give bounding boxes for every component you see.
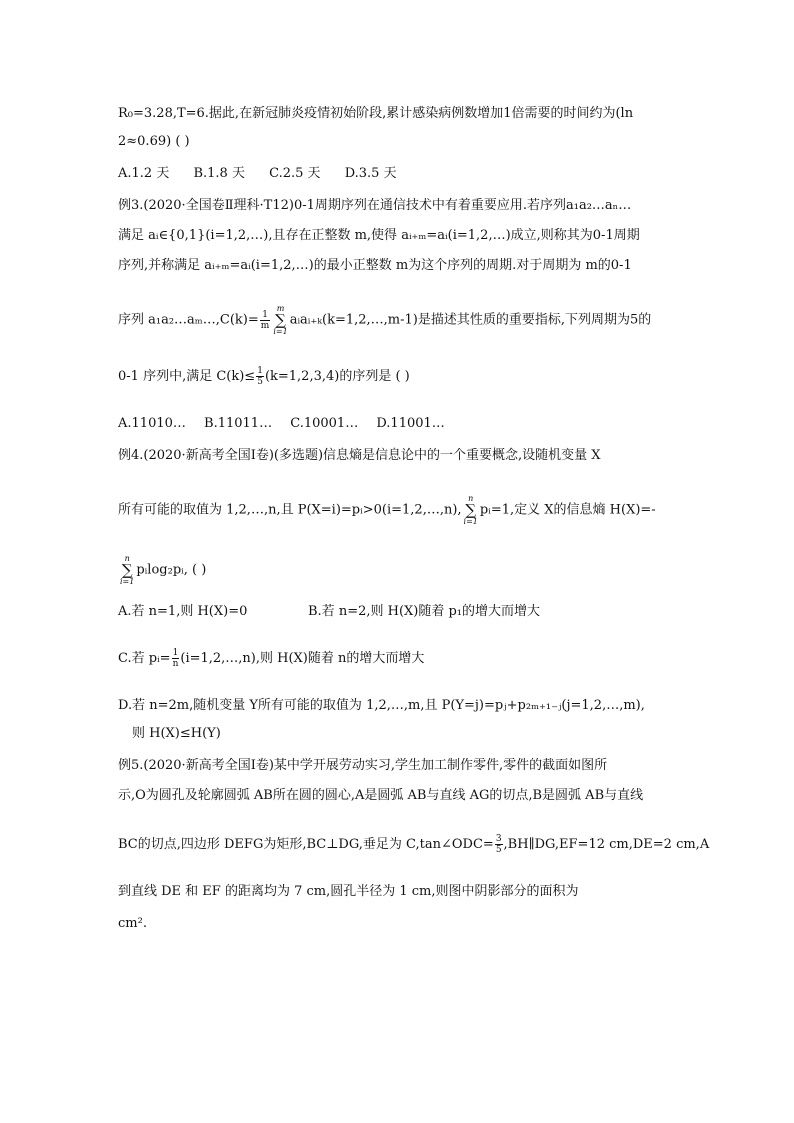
- ex2-option-d: D.3.5 天: [344, 166, 397, 181]
- sigma-icon: ∑: [121, 561, 133, 579]
- ex4-line-2: [118, 494, 678, 526]
- fraction-1-over-m: [260, 310, 271, 331]
- fraction-numerator: 3: [495, 834, 502, 844]
- ex4-option-c: [118, 648, 678, 669]
- ex4-option-b: B.若 n=2,则 H(X)随着 p₁的增大而增大: [308, 604, 541, 619]
- sigma-icon: ∑: [275, 311, 286, 329]
- ex5-line-1: 例5.(2020·新高考全国Ⅰ卷)某中学开展劳动实习,学生加工制作零件,零件的截面如图所: [118, 758, 608, 773]
- ex4-line-3: [118, 554, 678, 586]
- ex4-line-2-end: pᵢ=1,定义 X的信息熵 H(X)=-: [479, 502, 656, 518]
- ex5-line-3: [118, 834, 710, 855]
- ex2-option-b: B.1.8 天: [193, 166, 245, 181]
- ex3-line-5: [118, 366, 678, 387]
- fraction-denominator: m: [260, 320, 270, 331]
- fraction-numerator: 1: [260, 310, 271, 321]
- ex2-option-a: A.1.2 天: [118, 166, 170, 181]
- ex3-option-a: A.11010…: [118, 416, 186, 431]
- ex2-text-line-2: 2≈0.69) ( ): [118, 134, 190, 149]
- fraction-denominator: 5: [257, 377, 263, 387]
- fraction-numerator: 1: [172, 648, 179, 658]
- ex3-option-d: D.11001…: [376, 416, 445, 431]
- ex5-line-5: cm².: [118, 916, 147, 931]
- ex3-options: [118, 414, 678, 434]
- ex4-line-1: 例4.(2020·新高考全国Ⅰ卷)(多选题)信息熵是信息论中的一个重要概念,设随机变量 X: [118, 448, 601, 463]
- summation-n: [464, 494, 478, 526]
- ex3-line-4-end: aᵢaᵢ₊ₖ(k=1,2,…,m-1)是描述其性质的重要指标,下列周期为5的: [289, 312, 652, 328]
- sigma-icon: ∑: [465, 501, 477, 519]
- sum-lower: i=1: [120, 577, 135, 586]
- sum-upper: n: [468, 494, 474, 503]
- summation-m: [273, 304, 287, 336]
- ex4-option-d: D.若 n=2m,随机变量 Y所有可能的取值为 1,2,…,m,且 P(Y=j)=pⱼ+p₂ₘ₊₁₋ⱼ(j=1,2,…,m),: [118, 698, 645, 713]
- ex5-line-3-end: ,BH∥DG,EF=12 cm,DE=2 cm,A: [503, 837, 710, 852]
- ex3-line-3: 序列,并称满足 aᵢ₊ₘ=aᵢ(i=1,2,…)的最小正整数 m为这个序列的周期.对于周期为 m的0-1: [118, 258, 632, 273]
- ex4-option-a: A.若 n=1,则 H(X)=0: [118, 604, 248, 619]
- ex4-option-d-line-2: 则 H(X)≤H(Y): [132, 726, 221, 741]
- ex4-option-c-start: C.若 pᵢ=: [118, 651, 171, 666]
- ex2-text-line-1: R₀=3.28,T=6.据此,在新冠肺炎疫情初始阶段,累计感染病例数增加1倍需要的时间约为(ln: [118, 106, 634, 121]
- sum-lower: i=1: [463, 517, 478, 526]
- ex3-line-5-end: (k=1,2,3,4)的序列是 ( ): [264, 369, 410, 384]
- ex3-line-5-start: 0-1 序列中,满足 C(k)≤: [118, 369, 256, 384]
- ex2-options: [118, 164, 678, 184]
- ex4-options-ab: [118, 602, 678, 622]
- sum-upper: m: [276, 304, 285, 313]
- ex3-option-b: B.11011…: [204, 416, 273, 431]
- fraction-denominator: n: [172, 659, 179, 669]
- fraction-3-over-5: [495, 834, 503, 855]
- fraction-1-over-5: [256, 366, 264, 387]
- ex2-option-c: C.2.5 天: [269, 166, 321, 181]
- ex4-line-3-text: pᵢlog₂pᵢ, ( ): [136, 562, 207, 578]
- sum-upper: n: [124, 554, 130, 563]
- summation-n-entropy: [120, 554, 134, 586]
- ex5-line-4: 到直线 DE 和 EF 的距离均为 7 cm,圆孔半径为 1 cm,则图中阴影部分的面积为: [118, 884, 579, 899]
- fraction-1-over-n: [172, 648, 180, 669]
- ex3-line-4-start: 序列 a₁a₂…aₘ…,C(k)=: [118, 312, 259, 328]
- ex3-line-2: 满足 aᵢ∈{0,1}(i=1,2,…),且存在正整数 m,使得 aᵢ₊ₘ=aᵢ(i=1,2,…)成立,则称其为0-1周期: [118, 228, 640, 243]
- sum-lower: i=1: [273, 327, 288, 336]
- ex4-option-c-end: (i=1,2,…,n),则 H(X)随着 n的增大而增大: [180, 651, 425, 666]
- ex3-option-c: C.10001…: [290, 416, 359, 431]
- ex3-line-4: [118, 304, 678, 336]
- ex5-line-3-start: BC的切点,四边形 DEFG为矩形,BC⊥DG,垂足为 C,tan∠ODC=: [118, 837, 494, 852]
- ex5-line-2: 示,O为圆孔及轮廓圆弧 AB所在圆的圆心,A是圆弧 AB与直线 AG的切点,B是圆弧 AB与直线: [118, 788, 644, 803]
- ex4-line-2-start: 所有可能的取值为 1,2,…,n,且 P(X=i)=pᵢ>0(i=1,2,…,n),: [118, 502, 462, 518]
- fraction-numerator: 1: [257, 366, 263, 376]
- fraction-denominator: 5: [495, 845, 502, 855]
- ex3-line-1: 例3.(2020·全国卷Ⅱ理科·T12)0-1周期序列在通信技术中有着重要应用.若序列a₁a₂…aₙ…: [118, 198, 632, 213]
